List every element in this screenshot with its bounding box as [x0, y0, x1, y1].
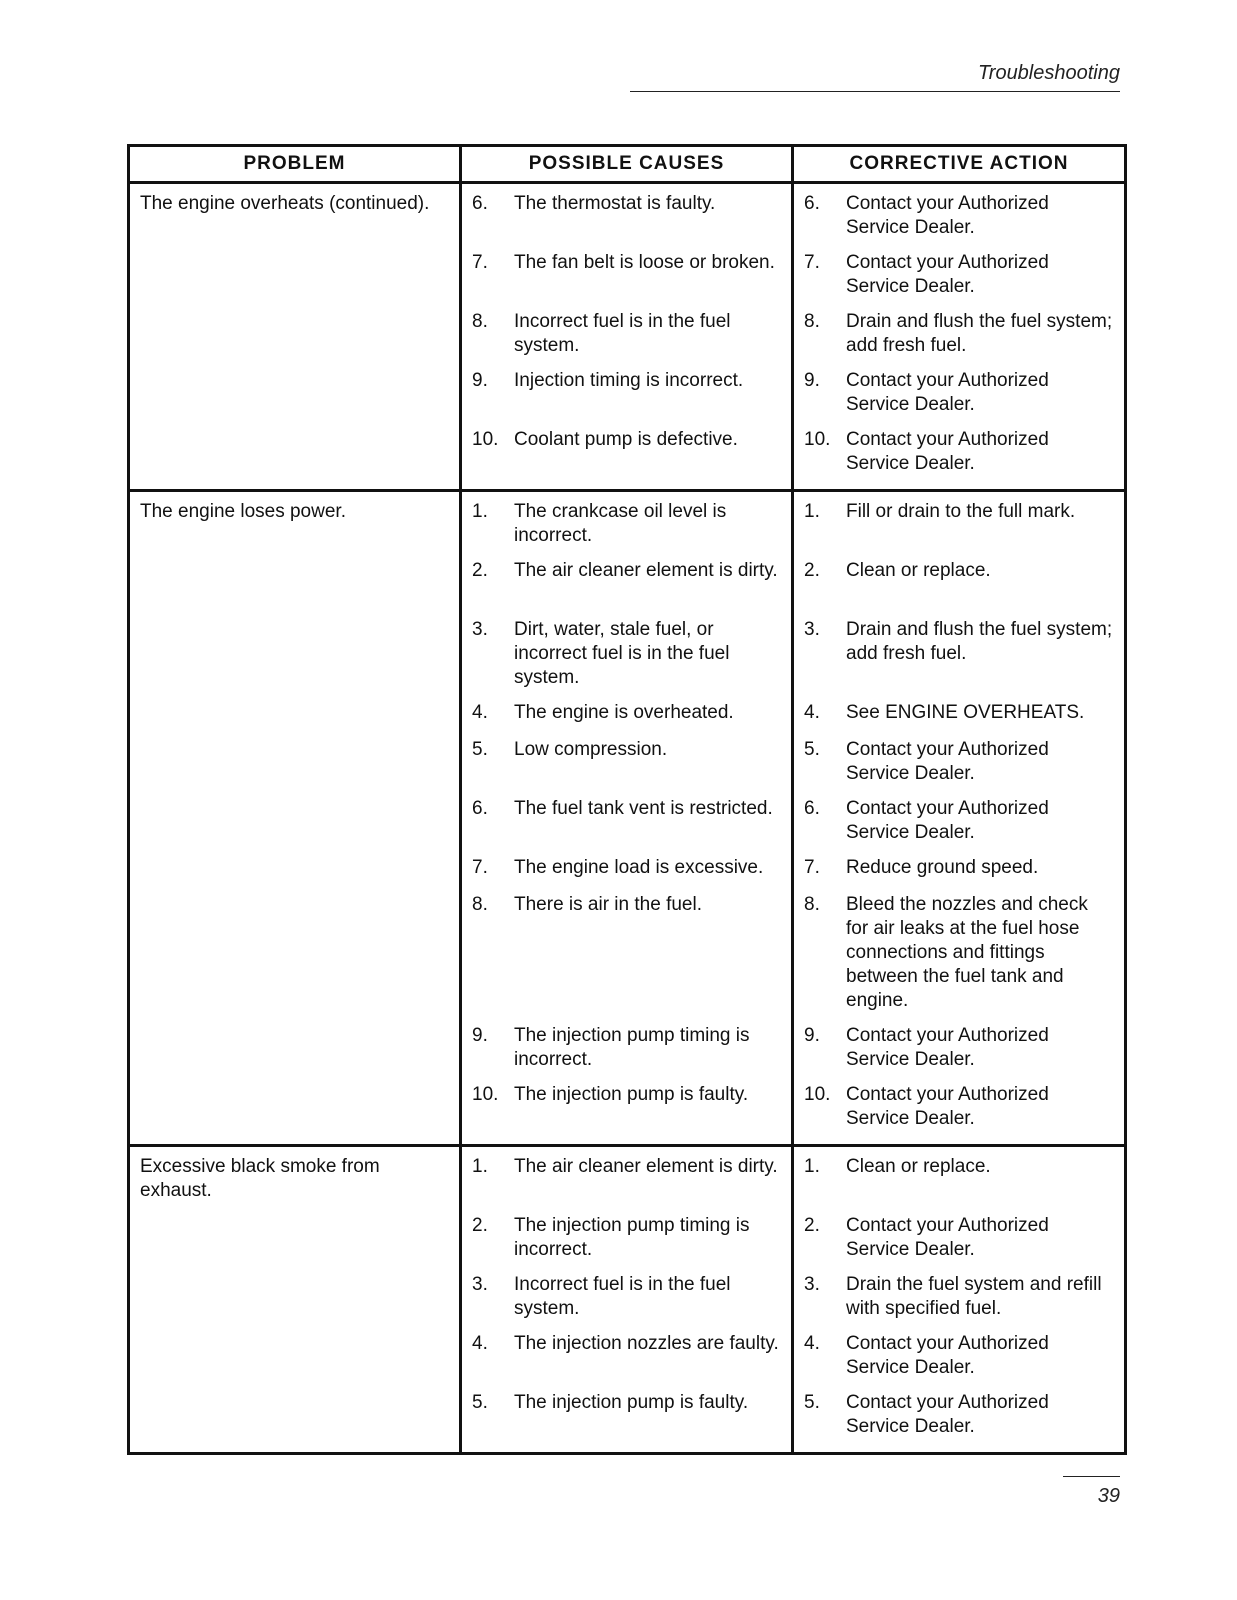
- item-number: 7.: [472, 252, 488, 273]
- item-number: 1.: [472, 1156, 488, 1177]
- item-number: 8.: [804, 894, 820, 915]
- action-text: Contact your Authorized Service Dealer.: [846, 1084, 1049, 1129]
- item-number: 4.: [472, 1333, 488, 1354]
- problem-cell: The engine overheats (continued).: [129, 183, 461, 491]
- actions-cell: [793, 1146, 1126, 1454]
- footer-divider: [1063, 1476, 1120, 1477]
- item-number: 3.: [804, 619, 820, 640]
- cause-item: [472, 192, 781, 240]
- cause-item: [472, 1273, 781, 1321]
- item-number: 8.: [804, 311, 820, 332]
- action-item: [804, 1391, 1114, 1439]
- action-item: [804, 500, 1114, 548]
- item-number: 3.: [472, 619, 488, 640]
- cause-item: [472, 618, 781, 690]
- cause-item: [472, 1391, 781, 1439]
- item-number: 6.: [472, 798, 488, 819]
- table-row: [129, 183, 1126, 491]
- problem-cell: The engine loses power.: [129, 491, 461, 1146]
- item-number: 3.: [804, 1274, 820, 1295]
- cause-text: Dirt, water, stale fuel, or incorrect fuel is in the fuel system.: [514, 619, 730, 688]
- item-number: 2.: [804, 560, 820, 581]
- action-text: Contact your Authorized Service Dealer.: [846, 1392, 1049, 1437]
- item-number: 1.: [804, 1156, 820, 1177]
- item-number: 8.: [472, 311, 488, 332]
- item-number: 4.: [472, 702, 488, 723]
- actions-cell: [793, 183, 1126, 491]
- cause-text: There is air in the fuel.: [514, 894, 702, 915]
- item-number: 10.: [804, 1084, 831, 1105]
- header-divider: [630, 91, 1120, 92]
- item-number: 9.: [472, 370, 488, 391]
- causes-column-header: POSSIBLE CAUSES: [461, 146, 793, 183]
- item-number: 7.: [804, 857, 820, 878]
- action-text: Reduce ground speed.: [846, 857, 1039, 878]
- action-item: [804, 310, 1114, 358]
- item-number: 2.: [472, 1215, 488, 1236]
- action-text: Contact your Authorized Service Dealer.: [846, 739, 1049, 784]
- action-text: Clean or replace.: [846, 1156, 991, 1177]
- cause-text: The engine load is excessive.: [514, 857, 764, 878]
- cause-item: [472, 251, 781, 299]
- cause-item: [472, 893, 781, 1013]
- action-item: [804, 251, 1114, 299]
- actions-column-header: CORRECTIVE ACTION: [793, 146, 1126, 183]
- cause-item: [472, 310, 781, 358]
- actions-cell: [793, 491, 1126, 1146]
- action-text: Contact your Authorized Service Dealer.: [846, 370, 1049, 415]
- action-item: [804, 856, 1114, 882]
- cause-text: The engine is overheated.: [514, 702, 734, 723]
- cause-text: Injection timing is incorrect.: [514, 370, 744, 391]
- item-number: 4.: [804, 702, 820, 723]
- cause-item: [472, 738, 781, 786]
- causes-cell: [461, 183, 793, 491]
- action-item: [804, 428, 1114, 476]
- action-item: [804, 1083, 1114, 1131]
- causes-cell: [461, 491, 793, 1146]
- item-number: 9.: [804, 1025, 820, 1046]
- table-row: [129, 1146, 1126, 1454]
- action-item: [804, 1155, 1114, 1203]
- table-header-row: [129, 146, 1126, 183]
- action-text: Drain the fuel system and refill with specified fuel.: [846, 1274, 1102, 1319]
- item-number: 2.: [804, 1215, 820, 1236]
- item-number: 1.: [472, 501, 488, 522]
- cause-text: The injection pump timing is incorrect.: [514, 1025, 750, 1070]
- cause-item: [472, 1214, 781, 1262]
- action-item: [804, 1273, 1114, 1321]
- item-number: 4.: [804, 1333, 820, 1354]
- action-item: [804, 797, 1114, 845]
- item-number: 8.: [472, 894, 488, 915]
- item-number: 5.: [804, 739, 820, 760]
- action-item: [804, 1214, 1114, 1262]
- causes-cell: [461, 1146, 793, 1454]
- action-text: Contact your Authorized Service Dealer.: [846, 798, 1049, 843]
- item-number: 6.: [472, 193, 488, 214]
- cause-item: [472, 856, 781, 882]
- action-text: Fill or drain to the full mark.: [846, 501, 1076, 522]
- cause-text: Incorrect fuel is in the fuel system.: [514, 311, 731, 356]
- action-text: See ENGINE OVERHEATS.: [846, 702, 1085, 723]
- action-text: Contact your Authorized Service Dealer.: [846, 429, 1049, 474]
- cause-text: The fuel tank vent is restricted.: [514, 798, 773, 819]
- item-number: 9.: [804, 370, 820, 391]
- cause-text: The injection pump is faulty.: [514, 1084, 749, 1105]
- action-item: [804, 369, 1114, 417]
- cause-text: Incorrect fuel is in the fuel system.: [514, 1274, 731, 1319]
- action-item: [804, 1332, 1114, 1380]
- item-number: 6.: [804, 193, 820, 214]
- action-item: [804, 701, 1114, 727]
- action-text: Drain and flush the fuel system; add fresh fuel.: [846, 311, 1113, 356]
- item-number: 10.: [804, 429, 831, 450]
- action-item: [804, 559, 1114, 607]
- cause-item: [472, 701, 781, 727]
- action-item: [804, 1024, 1114, 1072]
- cause-text: The injection pump is faulty.: [514, 1392, 749, 1413]
- cause-text: The air cleaner element is dirty.: [514, 560, 778, 581]
- page-number: 39: [1097, 1485, 1120, 1507]
- troubleshooting-table: [127, 144, 1127, 1455]
- item-number: 5.: [472, 1392, 488, 1413]
- item-number: 1.: [804, 501, 820, 522]
- cause-item: [472, 500, 781, 548]
- action-text: Clean or replace.: [846, 560, 991, 581]
- cause-item: [472, 797, 781, 845]
- item-number: 5.: [804, 1392, 820, 1413]
- cause-item: [472, 1024, 781, 1072]
- action-text: Contact your Authorized Service Dealer.: [846, 252, 1049, 297]
- action-text: Contact your Authorized Service Dealer.: [846, 1025, 1049, 1070]
- cause-item: [472, 1155, 781, 1203]
- action-text: Bleed the nozzles and check for air leaks at the fuel hose connections and fittings between the fuel tank and engine.: [846, 894, 1088, 1011]
- item-number: 7.: [804, 252, 820, 273]
- item-number: 3.: [472, 1274, 488, 1295]
- cause-text: The injection nozzles are faulty.: [514, 1333, 779, 1354]
- cause-item: [472, 1083, 781, 1131]
- cause-text: The crankcase oil level is incorrect.: [514, 501, 727, 546]
- cause-item: [472, 428, 781, 476]
- item-number: 10.: [472, 429, 499, 450]
- action-text: Contact your Authorized Service Dealer.: [846, 1215, 1049, 1260]
- cause-text: Low compression.: [514, 739, 668, 760]
- cause-text: The thermostat is faulty.: [514, 193, 716, 214]
- cause-text: Coolant pump is defective.: [514, 429, 738, 450]
- cause-text: The injection pump timing is incorrect.: [514, 1215, 750, 1260]
- item-number: 7.: [472, 857, 488, 878]
- action-item: [804, 893, 1114, 1013]
- problem-cell: Excessive black smoke from exhaust.: [129, 1146, 461, 1454]
- cause-item: [472, 1332, 781, 1380]
- cause-item: [472, 559, 781, 607]
- problem-column-header: PROBLEM: [129, 146, 461, 183]
- action-text: Contact your Authorized Service Dealer.: [846, 1333, 1049, 1378]
- item-number: 10.: [472, 1084, 499, 1105]
- action-text: Contact your Authorized Service Dealer.: [846, 193, 1049, 238]
- action-text: Drain and flush the fuel system; add fresh fuel.: [846, 619, 1113, 664]
- item-number: 5.: [472, 739, 488, 760]
- table-row: [129, 491, 1126, 1146]
- item-number: 2.: [472, 560, 488, 581]
- cause-text: The air cleaner element is dirty.: [514, 1156, 778, 1177]
- item-number: 9.: [472, 1025, 488, 1046]
- cause-text: The fan belt is loose or broken.: [514, 252, 775, 273]
- action-item: [804, 618, 1114, 690]
- item-number: 6.: [804, 798, 820, 819]
- section-title: Troubleshooting: [978, 62, 1120, 84]
- cause-item: [472, 369, 781, 417]
- action-item: [804, 738, 1114, 786]
- action-item: [804, 192, 1114, 240]
